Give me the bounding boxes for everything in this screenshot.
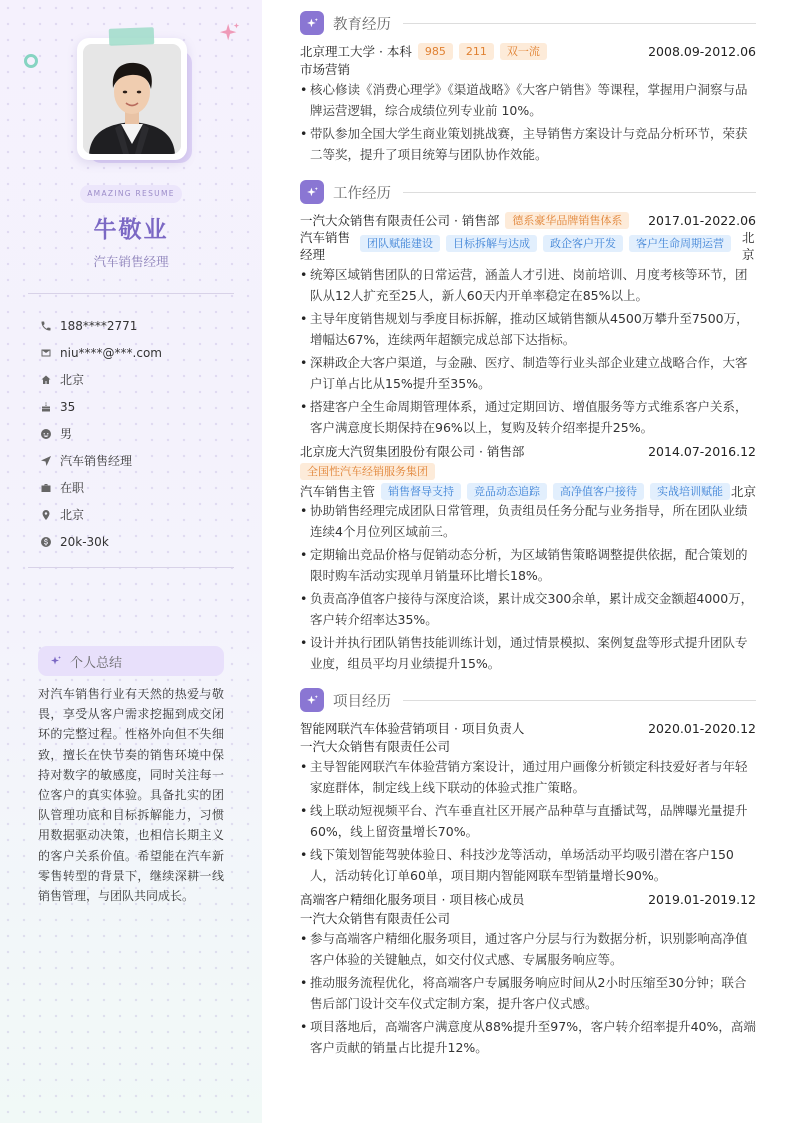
project-org: 一汽大众销售有限责任公司 — [300, 911, 451, 926]
info-value: 北京 — [60, 373, 85, 387]
list-item: • 项目落地后，高端客户满意度从88%提升至97%，客户转介绍率提升40%，高端客户贡献的销量占比提升12%。 — [300, 1017, 756, 1058]
info-value: 35 — [60, 399, 76, 414]
list-item: • 协助销售经理完成团队日常管理，负责组员任务分配与业务指导，所在团队业绩连续4个月位列区域前三。 — [300, 501, 756, 542]
list-item: • 核心修读《消费心理学》《渠道战略》《大客户销售》等课程，掌握用户洞察与品牌运营逻辑，综合成绩位列专业前 10%。 — [300, 80, 756, 121]
skill-tag: 实战培训赋能 — [650, 483, 730, 500]
project-header-row — [300, 889, 756, 909]
company-tag-row — [300, 461, 756, 481]
section-rule — [403, 192, 756, 193]
candidate-title: 汽车销售经理 — [93, 254, 169, 269]
list-item: • 主导年度销售规划与季度目标拆解，推动区域销售额从4500万攀升至7500万，增幅达67%，连续两年超额完成总部下达指标。 — [300, 309, 756, 350]
education-header-row — [300, 42, 756, 60]
info-value: 汽车销售经理 — [60, 454, 133, 468]
info-location — [40, 501, 240, 528]
list-item: • 线上联动短视频平台、汽车垂直社区开展产品种草与直播试驾，品牌曝光量提升60%，线上留资量增长70%。 — [300, 801, 756, 842]
company-name: 一汽大众销售有限责任公司 · 销售部 — [300, 213, 500, 228]
summary-heading: 个人总结 — [70, 655, 123, 671]
info-value: 北京 — [60, 508, 85, 522]
sidebar — [0, 0, 262, 1123]
sparkle-icon — [300, 11, 324, 35]
major: 市场营销 — [300, 62, 351, 77]
info-age — [40, 393, 240, 420]
contact-info-list — [40, 312, 240, 555]
job-city: 北京 — [742, 230, 755, 262]
sparkle-decoration-icon — [219, 22, 241, 44]
section-header — [300, 11, 756, 35]
project-header-row — [300, 719, 756, 737]
list-item: • 推动服务流程优化，将高端客户专属服务响应时间从2小时压缩至30分钟；联合售后部门设计交车仪式定制方案，提升客户仪式感。 — [300, 973, 756, 1014]
location-icon — [40, 509, 52, 521]
school-tag: 双一流 — [500, 43, 547, 60]
company-tag: 全国性汽车经销服务集团 — [300, 463, 435, 480]
project-bullets — [300, 757, 756, 886]
cake-icon — [40, 401, 52, 413]
info-value: 在职 — [60, 481, 85, 495]
education-bullets — [300, 80, 756, 165]
list-item: • 定期输出竞品价格与促销动态分析，为区域销售策略调整提供依据，配合策划的限时购车活动实现单月销量环比增长18%。 — [300, 545, 756, 586]
section-title: 工作经历 — [333, 185, 391, 202]
section-rule — [403, 23, 756, 24]
info-home — [40, 366, 240, 393]
project-org: 一汽大众销售有限责任公司 — [300, 739, 451, 754]
mail-icon — [40, 347, 52, 359]
divider — [28, 567, 234, 568]
briefcase-icon — [40, 482, 52, 494]
date-range: 2014.07-2016.12 — [648, 443, 756, 459]
education-section — [300, 11, 756, 168]
job-role-row — [300, 229, 756, 265]
info-phone — [40, 312, 240, 339]
skill-tag: 目标拆解与达成 — [446, 235, 537, 252]
candidate-name: 牛敬业 — [93, 217, 169, 243]
list-item: • 设计并执行团队销售技能训练计划，通过情景模拟、案例复盘等形式提升团队专业度，组员平均月业绩提升15%。 — [300, 633, 756, 674]
date-range: 2020.01-2020.12 — [648, 720, 756, 736]
section-header — [300, 180, 756, 204]
info-value: 188****2771 — [60, 318, 138, 333]
school-tag: 211 — [459, 43, 494, 60]
skill-tag: 竞品动态追踪 — [467, 483, 547, 500]
gender-icon — [40, 428, 52, 440]
job-header-row — [300, 211, 756, 229]
info-value: niu****@***.com — [60, 345, 162, 360]
project-name: 高端客户精细化服务项目 · 项目核心成员 — [300, 892, 525, 907]
photo-tape — [109, 27, 155, 46]
avatar — [83, 44, 181, 154]
job-bullets — [300, 501, 756, 674]
date-range: 2017.01-2022.06 — [648, 212, 756, 228]
photo-frame — [77, 38, 187, 160]
school-name: 北京理工大学 · 本科 — [300, 44, 412, 59]
list-item: • 参与高端客户精细化服务项目，通过客户分层与行为数据分析，识别影响高净值客户体验的关键触点，如交付仪式感、专属服务响应等。 — [300, 929, 756, 970]
section-title: 项目经历 — [333, 693, 391, 710]
job-role: 汽车销售经理 — [300, 230, 351, 262]
job-city: 北京 — [730, 484, 756, 499]
skill-tag: 团队赋能建设 — [360, 235, 440, 252]
skill-tag: 销售督导支持 — [381, 483, 461, 500]
summary-header — [38, 646, 224, 676]
list-item: • 线下策划智能驾驶体验日、科技沙龙等活动，单场活动平均吸引潜在客户150人，活动转化订单60单，项目期内智能网联车型销量增长90%。 — [300, 845, 756, 886]
info-target-job — [40, 447, 240, 474]
section-rule — [403, 700, 756, 701]
list-item: • 搭建客户全生命周期管理体系，通过定期回访、增值服务等方式维系客户关系，客户满意度长期保持在96%以上，复购及转介绍率提升25%。 — [300, 397, 756, 438]
summary-text: 对汽车销售行业有天然的热爱与敬畏，享受从客户需求挖掘到成交闭环的完整过程。性格外向但不失细致，擅长在快节奏的销售环境中保持对数字的敏感度，同时关注每一位客户的真实体验。具备扎实的团队管理功底和目标拆解能力，习惯用数据驱动决策，也相信长期主义的客户关系价值。希望能在汽车新零售转型的背景下，继续深耕一线销售管理，与团队共同成长。 — [38, 687, 224, 904]
info-gender — [40, 420, 240, 447]
sparkle-icon — [300, 688, 324, 712]
project-name: 智能网联汽车体验营销项目 · 项目负责人 — [300, 721, 525, 736]
resume-badge: AMAZING RESUME — [80, 185, 182, 203]
list-item: • 深耕政企大客户渠道，与金融、医疗、制造等行业头部企业建立战略合作，大客户订单占比从15%提升至35%。 — [300, 353, 756, 394]
skill-tag: 客户生命周期运营 — [629, 235, 731, 252]
list-item: • 带队参加全国大学生商业策划挑战赛，主导销售方案设计与竞品分析环节，荣获二等奖，提升了项目统筹与团队协作效能。 — [300, 124, 756, 165]
job-header-row — [300, 441, 756, 461]
school-tag: 985 — [418, 43, 453, 60]
skill-tag: 高净值客户接待 — [553, 483, 644, 500]
info-value: 20k-30k — [60, 534, 109, 549]
section-header — [300, 688, 756, 712]
work-section — [300, 180, 756, 677]
list-item: • 负责高净值客户接待与深度洽谈，累计成交300余单，累计成交金额超4000万，客户转介绍率达35%。 — [300, 589, 756, 630]
phone-icon — [40, 320, 52, 332]
date-range: 2019.01-2019.12 — [648, 891, 756, 907]
section-title: 教育经历 — [333, 16, 391, 33]
salary-icon — [40, 536, 52, 548]
sparkle-icon — [50, 655, 62, 667]
info-salary — [40, 528, 240, 555]
ring-decoration — [24, 54, 38, 68]
list-item: • 统筹区域销售团队的日常运营，涵盖人才引进、岗前培训、月度考核等环节，团队从12人扩充至25人，新人60天内开单率稳定在85%以上。 — [300, 265, 756, 306]
date-range: 2008.09-2012.06 — [648, 43, 756, 59]
list-item: • 主导智能网联汽车体验营销方案设计，通过用户画像分析锁定科技爱好者与年轻家庭群体，制定线上线下联动的体验式推广策略。 — [300, 757, 756, 798]
project-bullets — [300, 929, 756, 1058]
skill-tag: 政企客户开发 — [543, 235, 623, 252]
info-email — [40, 339, 240, 366]
job-bullets — [300, 265, 756, 438]
job-role: 汽车销售主管 — [300, 484, 376, 499]
company-tag: 德系豪华品牌销售体系 — [505, 212, 629, 229]
home-icon — [40, 374, 52, 386]
job-role-row — [300, 481, 756, 501]
divider — [28, 293, 234, 294]
sparkle-icon — [300, 180, 324, 204]
info-status — [40, 474, 240, 501]
info-value: 男 — [60, 427, 73, 441]
projects-section — [300, 688, 756, 1061]
send-icon — [40, 455, 52, 467]
company-name: 北京庞大汽贸集团股份有限公司 · 销售部 — [300, 444, 525, 459]
